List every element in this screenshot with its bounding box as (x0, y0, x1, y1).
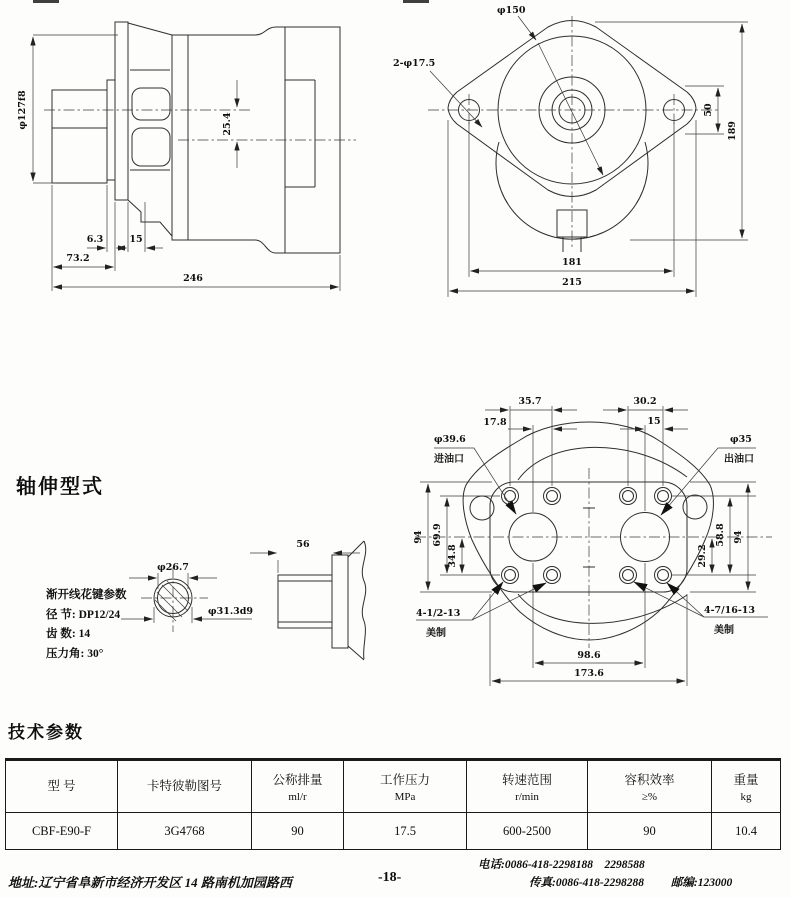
cell-displacement: 90 (252, 813, 344, 849)
header-label: 工作压力 (379, 773, 430, 787)
col-header-displacement (252, 761, 344, 813)
header-label: 转速范围 (501, 773, 552, 787)
dim-step: 15 (129, 234, 143, 245)
thread-right-standard-label: 美制 (714, 625, 734, 636)
dim-spline-minor-diameter: φ26.7 (157, 562, 189, 573)
cell-model: CBF-E90-F (6, 813, 118, 849)
port-face-centerlines (415, 468, 772, 648)
spline-centerlines (141, 567, 208, 632)
port-face-drawing (400, 380, 790, 710)
col-header-speed-range (467, 761, 588, 813)
dim-groove: 6.3 (86, 234, 104, 245)
dim-flange-height: 189 (727, 121, 738, 141)
dim-bottom-pitch: 98.6 (577, 650, 601, 661)
shaft-extension-drawing (0, 440, 400, 700)
cell-caterpillar-number: 3G4768 (118, 813, 252, 849)
dim-body-diameter: φ150 (497, 5, 526, 16)
header-unit: MPa (394, 791, 416, 803)
outlet-port-label: 出油口 (724, 454, 754, 465)
shaft-section-heading: 轴伸型式 (16, 476, 104, 498)
side-view-centerlines (44, 110, 356, 140)
inlet-port-label: 进油口 (434, 454, 464, 465)
spline-note-pitch: 径 节: DP12/24 (46, 608, 121, 621)
fax-line (529, 874, 732, 890)
inlet-diameter-label: φ39.6 (434, 434, 466, 445)
dim-right-offset: 29.2 (697, 544, 708, 568)
address-line: 地址:辽宁省阜新市经济开发区 14 路南机加园路西 (8, 875, 292, 890)
dim-top-right-pitch: 30.2 (633, 396, 657, 407)
header-label: 容积效率 (624, 773, 675, 787)
front-view-centerlines (428, 16, 720, 250)
col-header-weight (712, 761, 780, 813)
dim-total-length: 246 (183, 273, 203, 284)
cell-volumetric-efficiency: 90 (588, 813, 712, 849)
header-unit: ≥% (641, 791, 658, 803)
outlet-diameter-label: φ35 (730, 434, 752, 445)
header-label: 公称排量 (272, 773, 323, 787)
threaded-holes (502, 488, 672, 584)
dim-ear-width: 50 (703, 103, 714, 117)
spline-note-title: 渐开线花键参数 (46, 589, 127, 601)
col-header-pressure (344, 761, 467, 813)
dim-shaft-length: 56 (296, 539, 310, 550)
cell-weight: 10.4 (735, 823, 757, 838)
side-view-outline (52, 22, 340, 253)
dim-left-offset: 34.8 (447, 544, 458, 568)
dim-top-left-offset: 17.8 (483, 417, 507, 428)
header-label: 重量 (733, 773, 759, 787)
phone-line: 电话:0086-418-2298188 2298588 (478, 859, 645, 871)
dim-left-overall: 94 (413, 530, 424, 544)
dim-top-right-offset: 15 (647, 416, 661, 427)
dim-front-length: 73.2 (66, 253, 90, 264)
cell-speed-range: 600-2500 (467, 813, 588, 849)
dim-right-overall: 94 (733, 530, 744, 544)
front-view-dimension-lines (430, 16, 748, 297)
tech-params-table (5, 758, 781, 850)
dim-bottom-overall: 173.6 (574, 668, 604, 679)
side-view-drawing (8, 0, 380, 300)
col-header-caterpillar-number (118, 761, 252, 813)
page-number: -18- (378, 870, 402, 885)
postcode: 邮编:123000 (670, 877, 733, 889)
header-label: 卡特彼勒图号 (146, 779, 222, 793)
dim-right-pitch: 58.8 (715, 523, 726, 547)
dim-hole-spacing: 181 (562, 257, 582, 268)
spline-note-angle: 压力角: 30° (46, 647, 104, 660)
header-label: 型 号 (47, 779, 76, 793)
col-header-volumetric-efficiency (588, 761, 712, 813)
front-view-drawing (390, 0, 790, 310)
thread-right-label: 4-7/16-13 (704, 605, 756, 616)
dim-flange-width: 215 (562, 277, 582, 288)
header-unit: ml/r (288, 791, 307, 803)
cell-pressure: 17.5 (344, 813, 467, 849)
dim-mount-holes: 2-φ17.5 (393, 58, 436, 69)
fax-number: 传真:0086-418-2298288 (529, 877, 644, 889)
dim-spline-major-diameter: φ31.3d9 (208, 606, 253, 617)
dim-left-pitch: 69.9 (432, 523, 443, 547)
dim-center-offset: 25.4 (222, 112, 233, 136)
port-face-outline (463, 422, 713, 640)
header-unit: kg (740, 791, 752, 803)
dim-pilot-diameter: φ127f8 (17, 90, 28, 130)
col-header-model (6, 761, 118, 813)
header-unit: r/min (515, 791, 539, 803)
spline-note-teeth: 齿 数: 14 (46, 628, 91, 640)
thread-left-label: 4-1/2-13 (416, 608, 461, 619)
tech-params-heading: 技术参数 (8, 723, 84, 742)
thread-left-standard-label: 美制 (426, 628, 446, 639)
spline-section-outline (154, 541, 366, 660)
dim-top-left-pitch: 35.7 (518, 396, 542, 407)
